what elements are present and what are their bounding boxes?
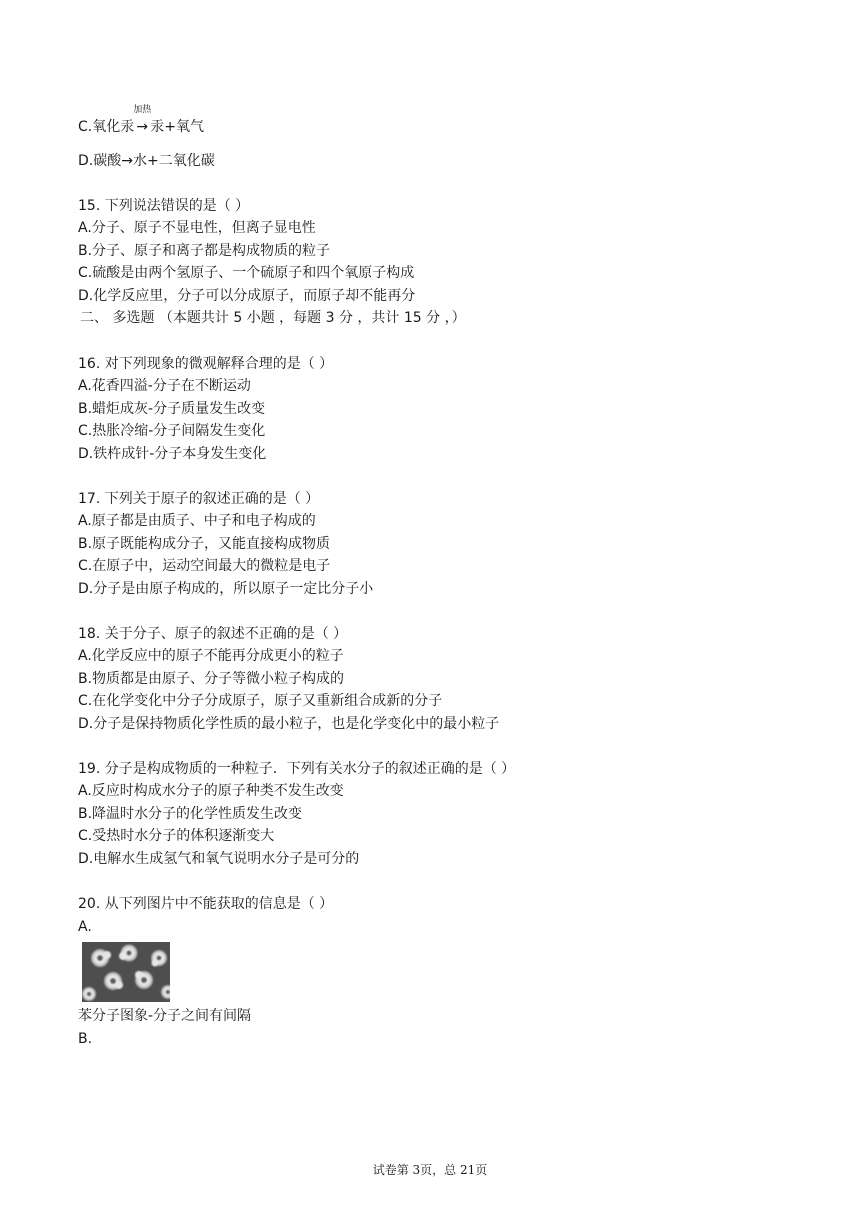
molecule-blob bbox=[135, 971, 153, 989]
q18-stem: 18. 关于分子、原子的叙述不正确的是（ ） bbox=[78, 626, 348, 642]
q16-stem: 16. 对下列现象的微观解释合理的是（ ） bbox=[78, 356, 334, 372]
q20-option-b-label: B. bbox=[78, 1031, 93, 1047]
q15-stem: 15. 下列说法错误的是（ ） bbox=[78, 198, 250, 214]
q17-option-b: B.原子既能构成分子，又能直接构成物质 bbox=[78, 536, 331, 552]
section-heading-multi-choice: 二、 多选题 （本题共计 5 小题 ，每题 3 分 ，共计 15 分 ，） bbox=[80, 310, 466, 326]
q15-option-b: B.分子、原子和离子都是构成物质的粒子 bbox=[78, 243, 331, 259]
page-footer: 试卷第 3页，总 21页 bbox=[372, 1163, 488, 1177]
q15-option-a: A.分子、原子不显电性，但离子显电性 bbox=[78, 220, 316, 236]
q19-option-b: B.降温时水分子的化学性质发生改变 bbox=[78, 806, 303, 822]
reaction-arrow bbox=[133, 105, 152, 137]
benzene-molecule-image bbox=[82, 942, 170, 1002]
q17-option-d: D.分子是由原子构成的，所以原子一定比分子小 bbox=[78, 581, 374, 597]
q20-option-a-label: A. bbox=[78, 919, 92, 935]
q20-option-a-caption: 苯分子图象-分子之间有间隔 bbox=[78, 1008, 252, 1024]
q17-stem: 17. 下列关于原子的叙述正确的是（ ） bbox=[78, 491, 320, 507]
q18-option-d: D.分子是保持物质化学性质的最小粒子，也是化学变化中的最小粒子 bbox=[78, 716, 500, 732]
q18-option-a: A.化学反应中的原子不能再分成更小的粒子 bbox=[78, 648, 344, 664]
q18-option-b: B.物质都是由原子、分子等微小粒子构成的 bbox=[78, 671, 345, 687]
q16-option-d: D.铁杵成针-分子本身发生变化 bbox=[78, 446, 267, 462]
q19-option-c: C.受热时水分子的体积逐渐变大 bbox=[78, 828, 275, 844]
q14-option-c-prefix: C.氧化汞 bbox=[78, 119, 135, 135]
q19-option-d: D.电解水生成氢气和氧气说明水分子是可分的 bbox=[78, 851, 360, 867]
q19-stem: 19. 分子是构成物质的一种粒子．下列有关水分子的叙述正确的是（ ） bbox=[78, 761, 516, 777]
reaction-condition: 加热 bbox=[133, 105, 152, 115]
q14-option-d: D.碳酸→水+二氧化碳 bbox=[78, 153, 215, 169]
q17-option-a: A.原子都是由质子、中子和电子构成的 bbox=[78, 513, 316, 529]
q18-option-c: C.在化学变化中分子分成原子，原子又重新组合成新的分子 bbox=[78, 693, 443, 709]
q15-option-d: D.化学反应里，分子可以分成原子，而原子却不能再分 bbox=[78, 288, 416, 304]
q20-stem: 20. 从下列图片中不能获取的信息是（ ） bbox=[78, 896, 334, 912]
arrow-glyph: → bbox=[136, 119, 149, 135]
q16-option-a: A.花香四溢-分子在不断运动 bbox=[78, 378, 251, 394]
q17-option-c: C.在原子中，运动空间最大的微粒是电子 bbox=[78, 558, 331, 574]
q14-option-c bbox=[78, 105, 204, 137]
q16-option-c: C.热胀冷缩-分子间隔发生变化 bbox=[78, 423, 266, 439]
q19-option-a: A.反应时构成水分子的原子种类不发生改变 bbox=[78, 783, 344, 799]
q16-option-b: B.蜡炬成灰-分子质量发生改变 bbox=[78, 401, 266, 417]
q14-option-c-suffix: 汞+氧气 bbox=[150, 119, 204, 135]
q15-option-c: C.硫酸是由两个氢原子、一个硫原子和四个氧原子构成 bbox=[78, 265, 415, 281]
molecule-blob bbox=[82, 987, 96, 1001]
